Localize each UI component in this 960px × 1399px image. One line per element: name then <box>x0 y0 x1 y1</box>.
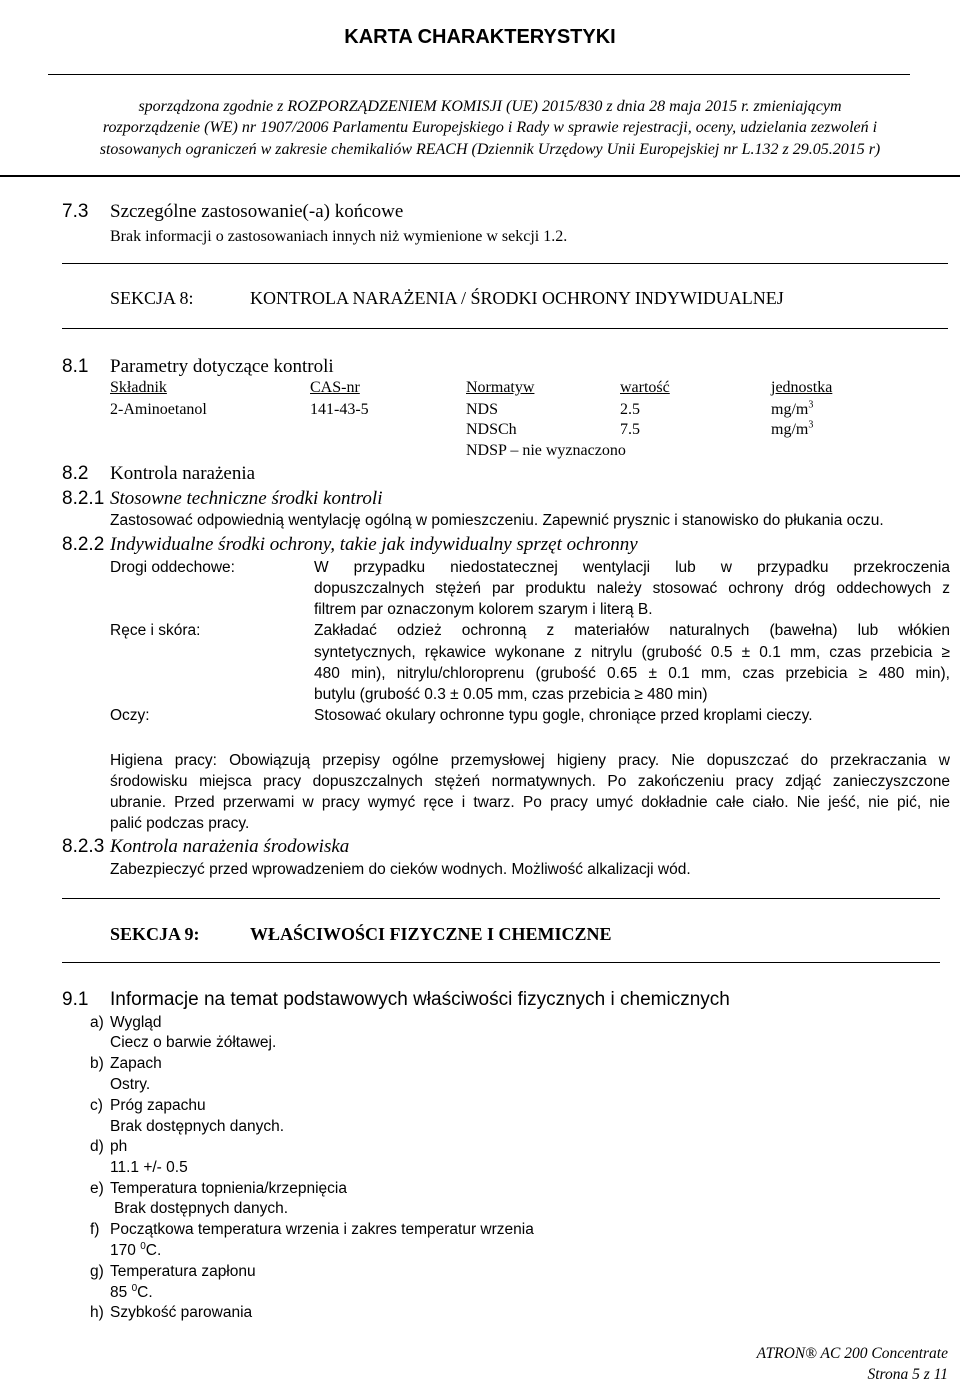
section-8-1-title: Parametry dotyczące kontroli <box>110 356 334 377</box>
section-7-3-number: 7.3 <box>62 201 89 222</box>
respiratory-text-line-2: dopuszczalnych stężeń par produktu należy stosować ochrony dróg oddechowych z <box>314 580 950 597</box>
table-header-cas: CAS-nr <box>310 379 360 396</box>
section-8-2-3-title: Kontrola narażenia środowiska <box>110 836 350 857</box>
property-value-odour: Ostry. <box>110 1076 151 1093</box>
table-cell-norm: NDSCh <box>466 421 517 438</box>
section-9-title: WŁAŚCIWOŚCI FIZYCZNE I CHEMICZNE <box>250 924 612 944</box>
eyes-label: Oczy: <box>110 707 150 724</box>
section-8-2-1-title: Stosowne techniczne środki kontroli <box>110 488 383 509</box>
respiratory-label: Drogi oddechowe: <box>110 559 235 576</box>
property-key: f) <box>90 1221 100 1238</box>
section-8-number: SEKCJA 8: <box>110 288 194 308</box>
section-8-2-1-text: Zastosować odpowiednią wentylację ogólną w pomieszczeniu. Zapewnić prysznic i stanowisko do płukania oczu. <box>110 512 884 529</box>
section-7-3-text: Brak informacji o zastosowaniach innych niż wymienione w sekcji 1.2. <box>110 228 568 245</box>
document-title: KARTA CHARAKTERYSTYKI <box>344 26 616 48</box>
property-title-evaporation-rate: Szybkość parowania <box>110 1304 253 1321</box>
property-key: h) <box>90 1304 104 1321</box>
table-cell-cas: 141-43-5 <box>310 401 369 418</box>
property-value-boiling-point: 170 $^0$C. <box>110 1240 162 1259</box>
property-title-ph: ph <box>110 1138 128 1155</box>
footer-page-number: Strona 5 z 11 <box>867 1366 948 1383</box>
divider <box>62 962 940 963</box>
header-regulation-line-1: sporządzona zgodnie z ROZPORZĄDZENIEM KOMISJI (UE) 2015/830 z dnia 28 maja 2015 r. zmieniającym <box>138 98 842 115</box>
divider <box>62 263 948 264</box>
property-value-melting-point: Brak dostępnych danych. <box>114 1200 289 1217</box>
hands-skin-text-line-4: butylu (grubość 0.3 ± 0.05 mm, czas przebicia ≥ 480 min) <box>314 686 708 703</box>
footer-product-name: ATRON® AC 200 Concentrate <box>756 1345 948 1362</box>
property-key: d) <box>90 1138 104 1155</box>
property-key: c) <box>90 1097 103 1114</box>
table-cell-norm: NDS <box>466 401 499 418</box>
hands-skin-label: Ręce i skóra: <box>110 622 201 639</box>
table-header-norm: Normatyw <box>466 379 535 396</box>
section-7-3-title: Szczególne zastosowanie(-a) końcowe <box>110 201 404 222</box>
divider <box>62 328 948 329</box>
table-header-value: wartość <box>620 379 670 396</box>
respiratory-text-line-1: W przypadku niedostatecznej wentylacji lub w przypadku przekroczenia <box>314 559 950 576</box>
section-9-1-title: Informacje na temat podstawowych właściwości fizycznych i chemicznych <box>110 989 730 1010</box>
property-key: b) <box>90 1055 104 1072</box>
hygiene-text-line-3: ubranie. Przed przerwami w pracy wymyć ręce i twarz. Po pracy umyć dokładnie całe ciało. Nie jeść, nie pić, nie <box>110 794 950 811</box>
section-8-1-number: 8.1 <box>62 356 89 377</box>
property-key: e) <box>90 1180 104 1197</box>
property-key: a) <box>90 1014 104 1031</box>
section-9-number: SEKCJA 9: <box>110 924 200 944</box>
divider <box>62 898 940 899</box>
section-8-2-2-title: Indywidualne środki ochrony, takie jak indywidualny sprzęt ochronny <box>110 534 638 555</box>
hygiene-text-line-1: Higiena pracy: Obowiązują przepisy ogólne przemysłowej higieny pracy. Nie dopuszczać do przekraczania w <box>110 752 950 769</box>
property-title-boiling-point: Początkowa temperatura wrzenia i zakres temperatur wrzenia <box>110 1221 534 1238</box>
table-cell-component: 2-Aminoetanol <box>110 401 207 418</box>
table-cell-unit: $mg/m^3$ <box>771 399 814 418</box>
section-9-1-number: 9.1 <box>62 989 89 1010</box>
table-header-component: Składnik <box>110 379 167 396</box>
property-title-flash-point: Temperatura zapłonu <box>110 1263 256 1280</box>
property-value-ph: 11.1 +/- 0.5 <box>110 1159 188 1176</box>
table-header-unit: jednostka <box>771 379 833 396</box>
property-value-appearance: Ciecz o barwie żółtawej. <box>110 1034 277 1051</box>
hands-skin-text-line-1: Zakładać odzież ochronną z materiałów naturalnych (bawełna) lub włókien <box>314 622 950 639</box>
section-8-2-3-text: Zabezpieczyć przed wprowadzeniem do cieków wodnych. Możliwość alkalizacji wód. <box>110 861 691 878</box>
header-regulation-line-3: stosowanych ograniczeń w zakresie chemikaliów REACH (Dziennik Urzędowy Unii Europejskiej nr L.132 z 29.05.2015 r) <box>99 141 881 158</box>
property-value-flash-point: 85 $^0$C. <box>110 1282 153 1301</box>
property-title-melting-point: Temperatura topnienia/krzepnięcia <box>110 1180 347 1197</box>
property-title-appearance: Wygląd <box>110 1014 162 1031</box>
eyes-text: Stosować okulary ochronne typu gogle, chroniące przed kroplami cieczy. <box>314 707 813 724</box>
respiratory-text-line-3: filtrem par oznaczonym kolorem szarym i literą B. <box>314 601 653 618</box>
section-8-2-title: Kontrola narażenia <box>110 463 256 484</box>
header-regulation-line-2: rozporządzenie (WE) nr 1907/2006 Parlamentu Europejskiego i Rady w sprawie rejestracji, oceny, udzielania zezwoleń i <box>102 119 878 136</box>
hands-skin-text-line-3: 480 min), nitrylu/chloroprenu (grubość 0.65 ± 0.1 mm, czas przebicia ≥ 480 min), <box>314 665 950 682</box>
section-8-2-3-number: 8.2.3 <box>62 836 105 857</box>
table-cell-unit: $mg/m^3$ <box>771 419 814 438</box>
table-cell-value: 2.5 <box>620 401 640 418</box>
section-8-2-number: 8.2 <box>62 463 89 484</box>
table-cell-ndsp: NDSP – nie wyznaczono <box>466 442 626 459</box>
header-divider <box>48 74 910 75</box>
hygiene-text-line-2: środowisku miejsca pracy dopuszczalnych stężeń normatywnych. Po zakończeniu pracy zdjąć zanieczyszczone <box>110 773 950 790</box>
section-8-title: KONTROLA NARAŻENIA / ŚRODKI OCHRONY INDYWIDUALNEJ <box>250 288 784 308</box>
header-bottom-bar <box>0 175 960 177</box>
property-key: g) <box>90 1263 104 1280</box>
hygiene-text-line-4: palić podczas pracy. <box>110 815 250 832</box>
section-8-2-2-number: 8.2.2 <box>62 534 105 555</box>
section-8-2-1-number: 8.2.1 <box>62 488 105 509</box>
table-cell-value: 7.5 <box>620 421 640 438</box>
property-title-odour-threshold: Próg zapachu <box>110 1097 206 1114</box>
property-value-odour-threshold: Brak dostępnych danych. <box>110 1118 285 1135</box>
property-title-odour: Zapach <box>110 1055 162 1072</box>
hands-skin-text-line-2: syntetycznych, rękawice wykonane z nitrylu (grubość 0.5 ± 0.1 mm, czas przebicia ≥ <box>314 644 950 661</box>
